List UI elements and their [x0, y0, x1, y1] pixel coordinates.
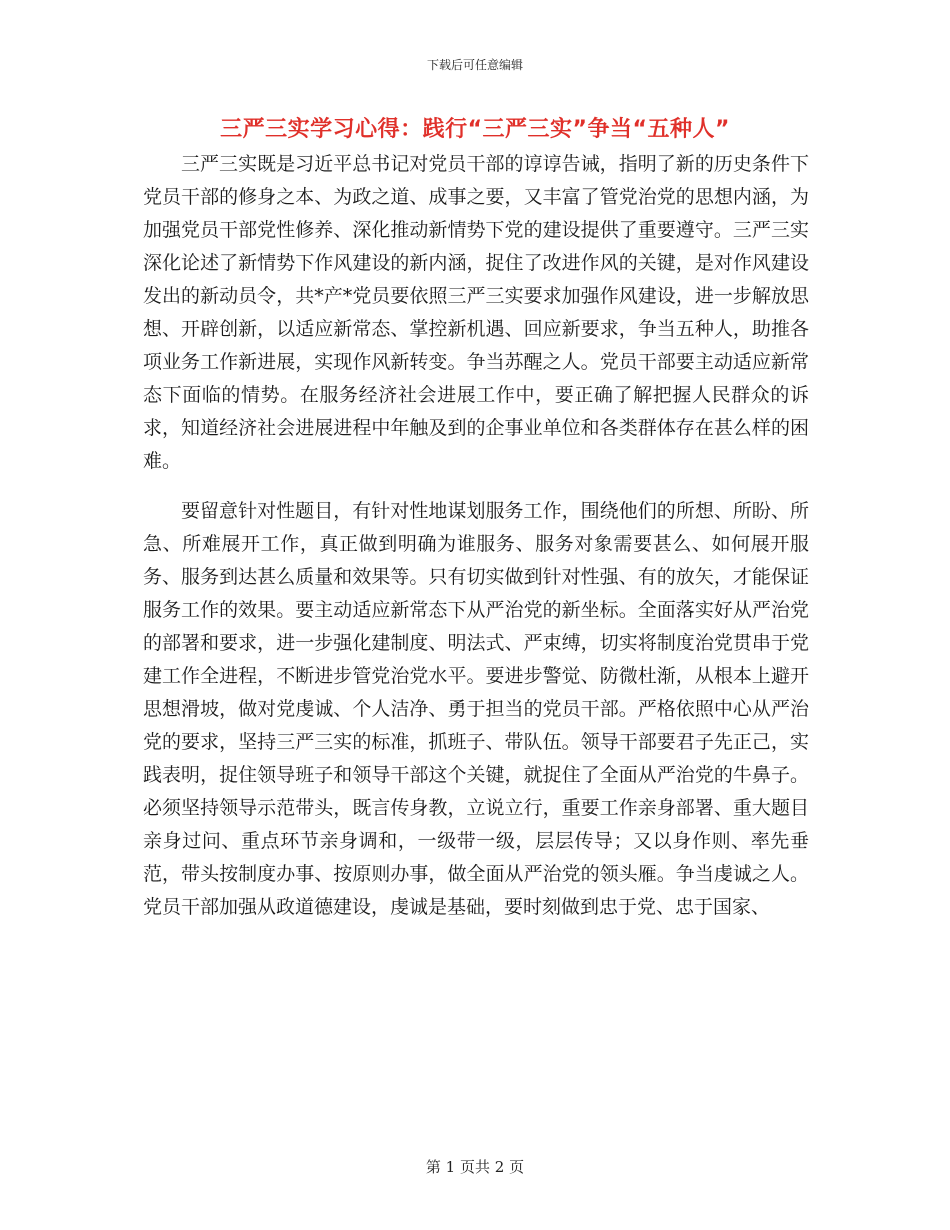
document-title: 三严三实学习心得：践行“三严三实”争当“五种人”	[220, 117, 730, 142]
document-body	[143, 148, 809, 924]
header-note: 下载后可任意编辑	[426, 58, 523, 72]
page-footer: 第 1 页共 2 页	[425, 1158, 525, 1176]
paragraph-2: 要留意针对性题目，有针对性地谋划服务工作，围绕他们的所想、所盼、所急、所难展开工作，真正做到明确为谁服务、服务对象需要甚么、如何展开服务、服务到达甚么质量和效果等。只有切实做到针对性强、有的放矢，才能保证服务工作的效果。要主动适应新常态下从严治党的新坐标。全面落实好从严治党的部署和要求，进一步强化建制度、明法式、严束缚，切实将制度治党贯串于党建工作全进程，不断进步管党治党水平。要进步警觉、防微杜渐，从根本上避开思想滑坡，做对党虔诚、个人洁净、勇于担当的党员干部。严格依照中心从严治党的要求，坚持三严三实的标准，抓班子、带队伍。领导干部要君子先正己，实践表明，捉住领导班子和领导干部这个关键，就捉住了全面从严治党的牛鼻子。必须坚持领导示范带头，既言传身教，立说立行，重要工作亲身部署、重大题目亲身过问、重点环节亲身调和，一级带一级，层层传导；又以身作则、率先垂范，带头按制度办事、按原则办事，做全面从严治党的领头雁。争当虔诚之人。党员干部加强从政道德建设，虔诚是基础，要时刻做到忠于党、忠于国家、	[143, 500, 809, 918]
paragraph-1: 三严三实既是习近平总书记对党员干部的谆谆告诫，指明了新的历史条件下党员干部的修身之本、为政之道、成事之要，又丰富了管党治党的思想内涵，为加强党员干部党性修养、深化推动新情势下党的建设提供了重要遵守。三严三实深化论述了新情势下作风建设的新内涵，捉住了改进作风的关键，是对作风建设发出的新动员令，共*产*党员要依照三严三实要求加强作风建设，进一步解放思想、开辟创新，以适应新常态、掌控新机遇、回应新要求，争当五种人，助推各项业务工作新进展，实现作风新转变。争当苏醒之人。党员干部要主动适应新常态下面临的情势。在服务经济社会进展工作中，要正确了解把握人民群众的诉求，知道经济社会进展进程中年触及到的企事业单位和各类群体存在甚么样的困难。	[143, 153, 809, 472]
